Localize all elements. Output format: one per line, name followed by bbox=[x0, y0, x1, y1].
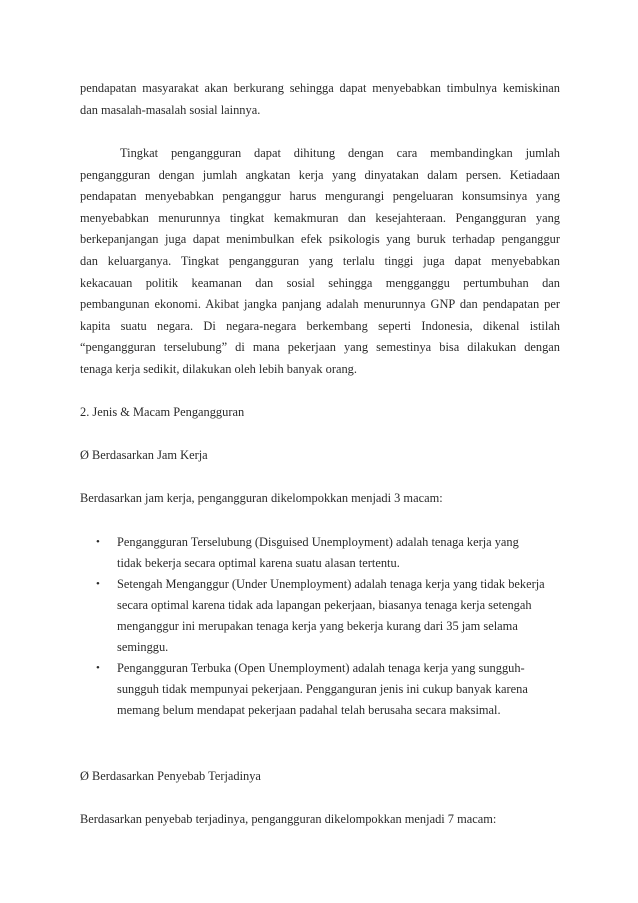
list-item-line: Setengah Menganggur (Under Unemployment) adalah tenaga kerja yang tidak bekerja bbox=[117, 577, 545, 591]
paragraph-line: tenaga kerja sedikit, dilakukan oleh lebih banyak orang. bbox=[80, 362, 357, 376]
bullet-icon: • bbox=[96, 662, 100, 674]
paragraph-line: kekacauan politik keamanan dan sosial sehingga mengganggu pertumbuhan dan bbox=[80, 276, 560, 290]
section-heading: 2. Jenis & Macam Pengangguran bbox=[80, 405, 245, 419]
list-item-line: memang belum mendapat pekerjaan padahal telah berusaha secara maksimal. bbox=[117, 703, 501, 717]
sub-heading: Ø Berdasarkan Jam Kerja bbox=[80, 448, 208, 462]
intro-text: Berdasarkan jam kerja, pengangguran dikelompokkan menjadi 3 macam: bbox=[80, 491, 443, 505]
intro-text: Berdasarkan penyebab terjadinya, pengangguran dikelompokkan menjadi 7 macam: bbox=[80, 812, 497, 826]
list-item-line: Pengangguran Terbuka (Open Unemployment) adalah tenaga kerja yang sungguh- bbox=[117, 661, 525, 675]
sub-heading: Ø Berdasarkan Penyebab Terjadinya bbox=[80, 769, 261, 783]
paragraph-line: dan keluarganya. Tingkat pengangguran yang terlalu tinggi juga dapat menyebabkan bbox=[80, 254, 560, 268]
paragraph-line: Tingkat pengangguran dapat dihitung dengan cara membandingkan jumlah bbox=[120, 146, 560, 160]
paragraph-line: pembangunan ekonomi. Akibat jangka panjang adalah menurunnya GNP dan pendapatan per bbox=[80, 297, 560, 311]
list-item-line: sungguh tidak mempunyai pekerjaan. Pengganguran jenis ini cukup banyak karena bbox=[117, 682, 528, 696]
list-item-line: Pengangguran Terselubung (Disguised Unemployment) adalah tenaga kerja yang bbox=[117, 535, 519, 549]
paragraph-line: menyebabkan menurunnya tingkat kemakmuran dan kesejahteraan. Pengangguran yang bbox=[80, 211, 560, 225]
paragraph-line: pendapatan masyarakat akan berkurang sehingga dapat menyebabkan timbulnya kemiskinan bbox=[80, 81, 560, 95]
paragraph-line: “pengangguran terselubung” di mana pekerjaan yang semestinya bisa dilakukan dengan bbox=[80, 340, 560, 354]
bullet-icon: • bbox=[96, 536, 100, 548]
list-item-line: secara optimal karena tidak ada lapangan pekerjaan, biasanya tenaga kerja setengah bbox=[117, 598, 532, 612]
paragraph-line: dan masalah-masalah sosial lainnya. bbox=[80, 103, 261, 117]
paragraph-line: berkepanjangan juga dapat menimbulkan efek psikologis yang buruk terhadap penganggur bbox=[80, 232, 560, 246]
list-item-line: seminggu. bbox=[117, 640, 169, 654]
list-item-line: tidak bekerja secara optimal karena suatu alasan tertentu. bbox=[117, 556, 400, 570]
list-item-line: menganggur ini merupakan tenaga kerja yang bekerja kurang dari 35 jam selama bbox=[117, 619, 518, 633]
bullet-icon: • bbox=[96, 578, 100, 590]
paragraph-line: pendapatan menyebabkan penganggur harus mengurangi pengeluaran konsumsinya yang bbox=[80, 189, 560, 203]
paragraph-line: pengangguran dengan jumlah angkatan kerja yang dinyatakan dalam persen. Ketiadaan bbox=[80, 168, 560, 182]
paragraph-line: kapita suatu negara. Di negara-negara berkembang seperti Indonesia, dikenal istilah bbox=[80, 319, 560, 333]
